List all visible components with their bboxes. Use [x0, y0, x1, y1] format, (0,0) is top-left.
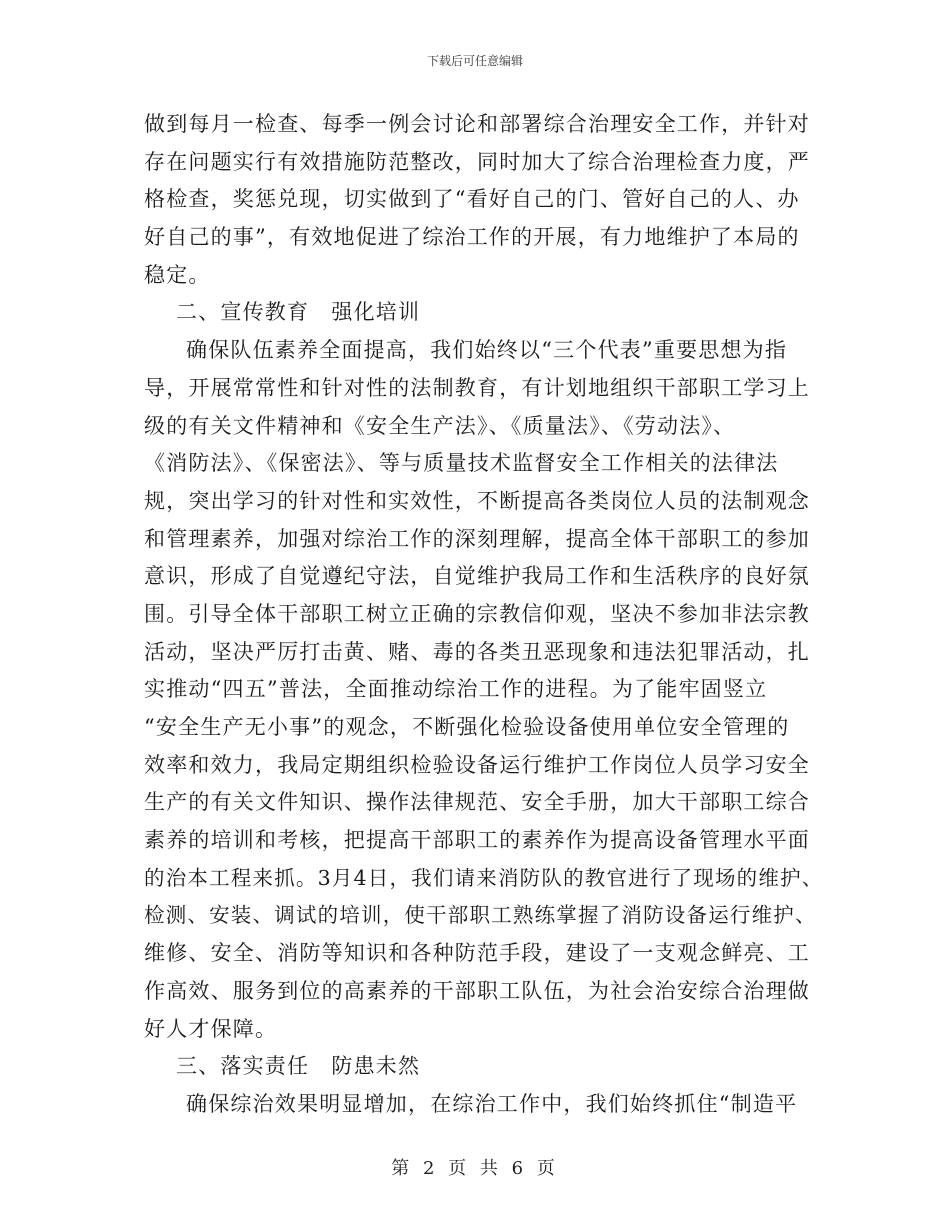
paragraph-line: 实推动“四五”普法，全面推动综治工作的进程。为了能牢固竖立: [144, 677, 768, 702]
page-header: 下载后可任意编辑: [426, 54, 523, 68]
paragraph-line: 稳定。: [144, 262, 211, 287]
paragraph-line: 确保综治效果明显增加，在综治工作中，我们始终抓住“制造平: [186, 1091, 798, 1116]
paragraph-line: 效率和效力，我局定期组织检验设备运行维护工作岗位人员学习安全: [144, 752, 810, 777]
paragraph-line: 确保队伍素养全面提高，我们始终以“三个代表”重要思想为指: [186, 338, 788, 363]
paragraph-line: 好自己的事”，有效地促进了综治工作的开展，有力地维护了本局的: [144, 225, 800, 250]
paragraph-line: 围。引导全体干部职工树立正确的宗教信仰观，坚决不参加非法宗教: [144, 601, 810, 626]
paragraph-line: “安全生产无小事”的观念，不断强化检验设备使用单位安全管理的: [144, 715, 790, 739]
paragraph-line: 存在问题实行有效措施防范整改，同时加大了综合治理检查力度，严: [144, 149, 810, 174]
paragraph-line: 导，开展常常性和针对性的法制教育，有计划地组织干部职工学习上: [144, 375, 810, 400]
paragraph-line: 素养的培训和考核，把提高干部职工的素养作为提高设备管理水平面: [144, 828, 810, 853]
document-body: [144, 106, 824, 1124]
paragraph-line: 《消防法》、《保密法》、等与质量技术监督安全工作相关的法律法: [144, 451, 779, 476]
section-heading: 二、宣传教育 强化培训: [176, 300, 421, 325]
paragraph-line: 意识，形成了自觉遵纪守法，自觉维护我局工作和生活秩序的良好氛: [144, 564, 810, 589]
section-heading: 三、落实责任 防患未然: [176, 1054, 421, 1079]
paragraph-line: 作高效、服务到位的高素养的干部职工队伍，为社会治安综合治理做: [144, 978, 810, 1003]
paragraph-line: 维修、安全、消防等知识和各种防范手段，建设了一支观念鲜亮、工: [144, 941, 810, 966]
paragraph-line: 规，突出学习的针对性和实效性，不断提高各类岗位人员的法制观念: [144, 488, 810, 513]
paragraph-line: 活动，坚决严厉打击黄、赌、毒的各类丑恶现象和违法犯罪活动，扎: [144, 639, 810, 664]
paragraph-line: 做到每月一检查、每季一例会讨论和部署综合治理安全工作，并针对: [144, 112, 810, 136]
paragraph-line: 格检查，奖惩兑现，切实做到了“看好自己的门、管好自己的人、办: [144, 187, 800, 212]
paragraph-line: 的治本工程来抓。3月4日，我们请来消防队的教官进行了现场的维护、: [144, 865, 824, 890]
paragraph-line: 生产的有关文件知识、操作法律规范、安全手册，加大干部职工综合: [144, 790, 810, 815]
paragraph-line: 和管理素养，加强对综治工作的深刻理解，提高全体干部职工的参加: [144, 526, 810, 551]
paragraph-line: 级的有关文件精神和《安全生产法》、《质量法》、《劳动法》、: [144, 413, 736, 438]
paragraph-line: 好人才保障。: [144, 1016, 278, 1041]
page-number: 第 2 页 共 6 页: [391, 1158, 559, 1179]
paragraph-line: 检测、安装、调试的培训，使干部职工熟练掌握了消防设备运行维护、: [144, 903, 817, 928]
